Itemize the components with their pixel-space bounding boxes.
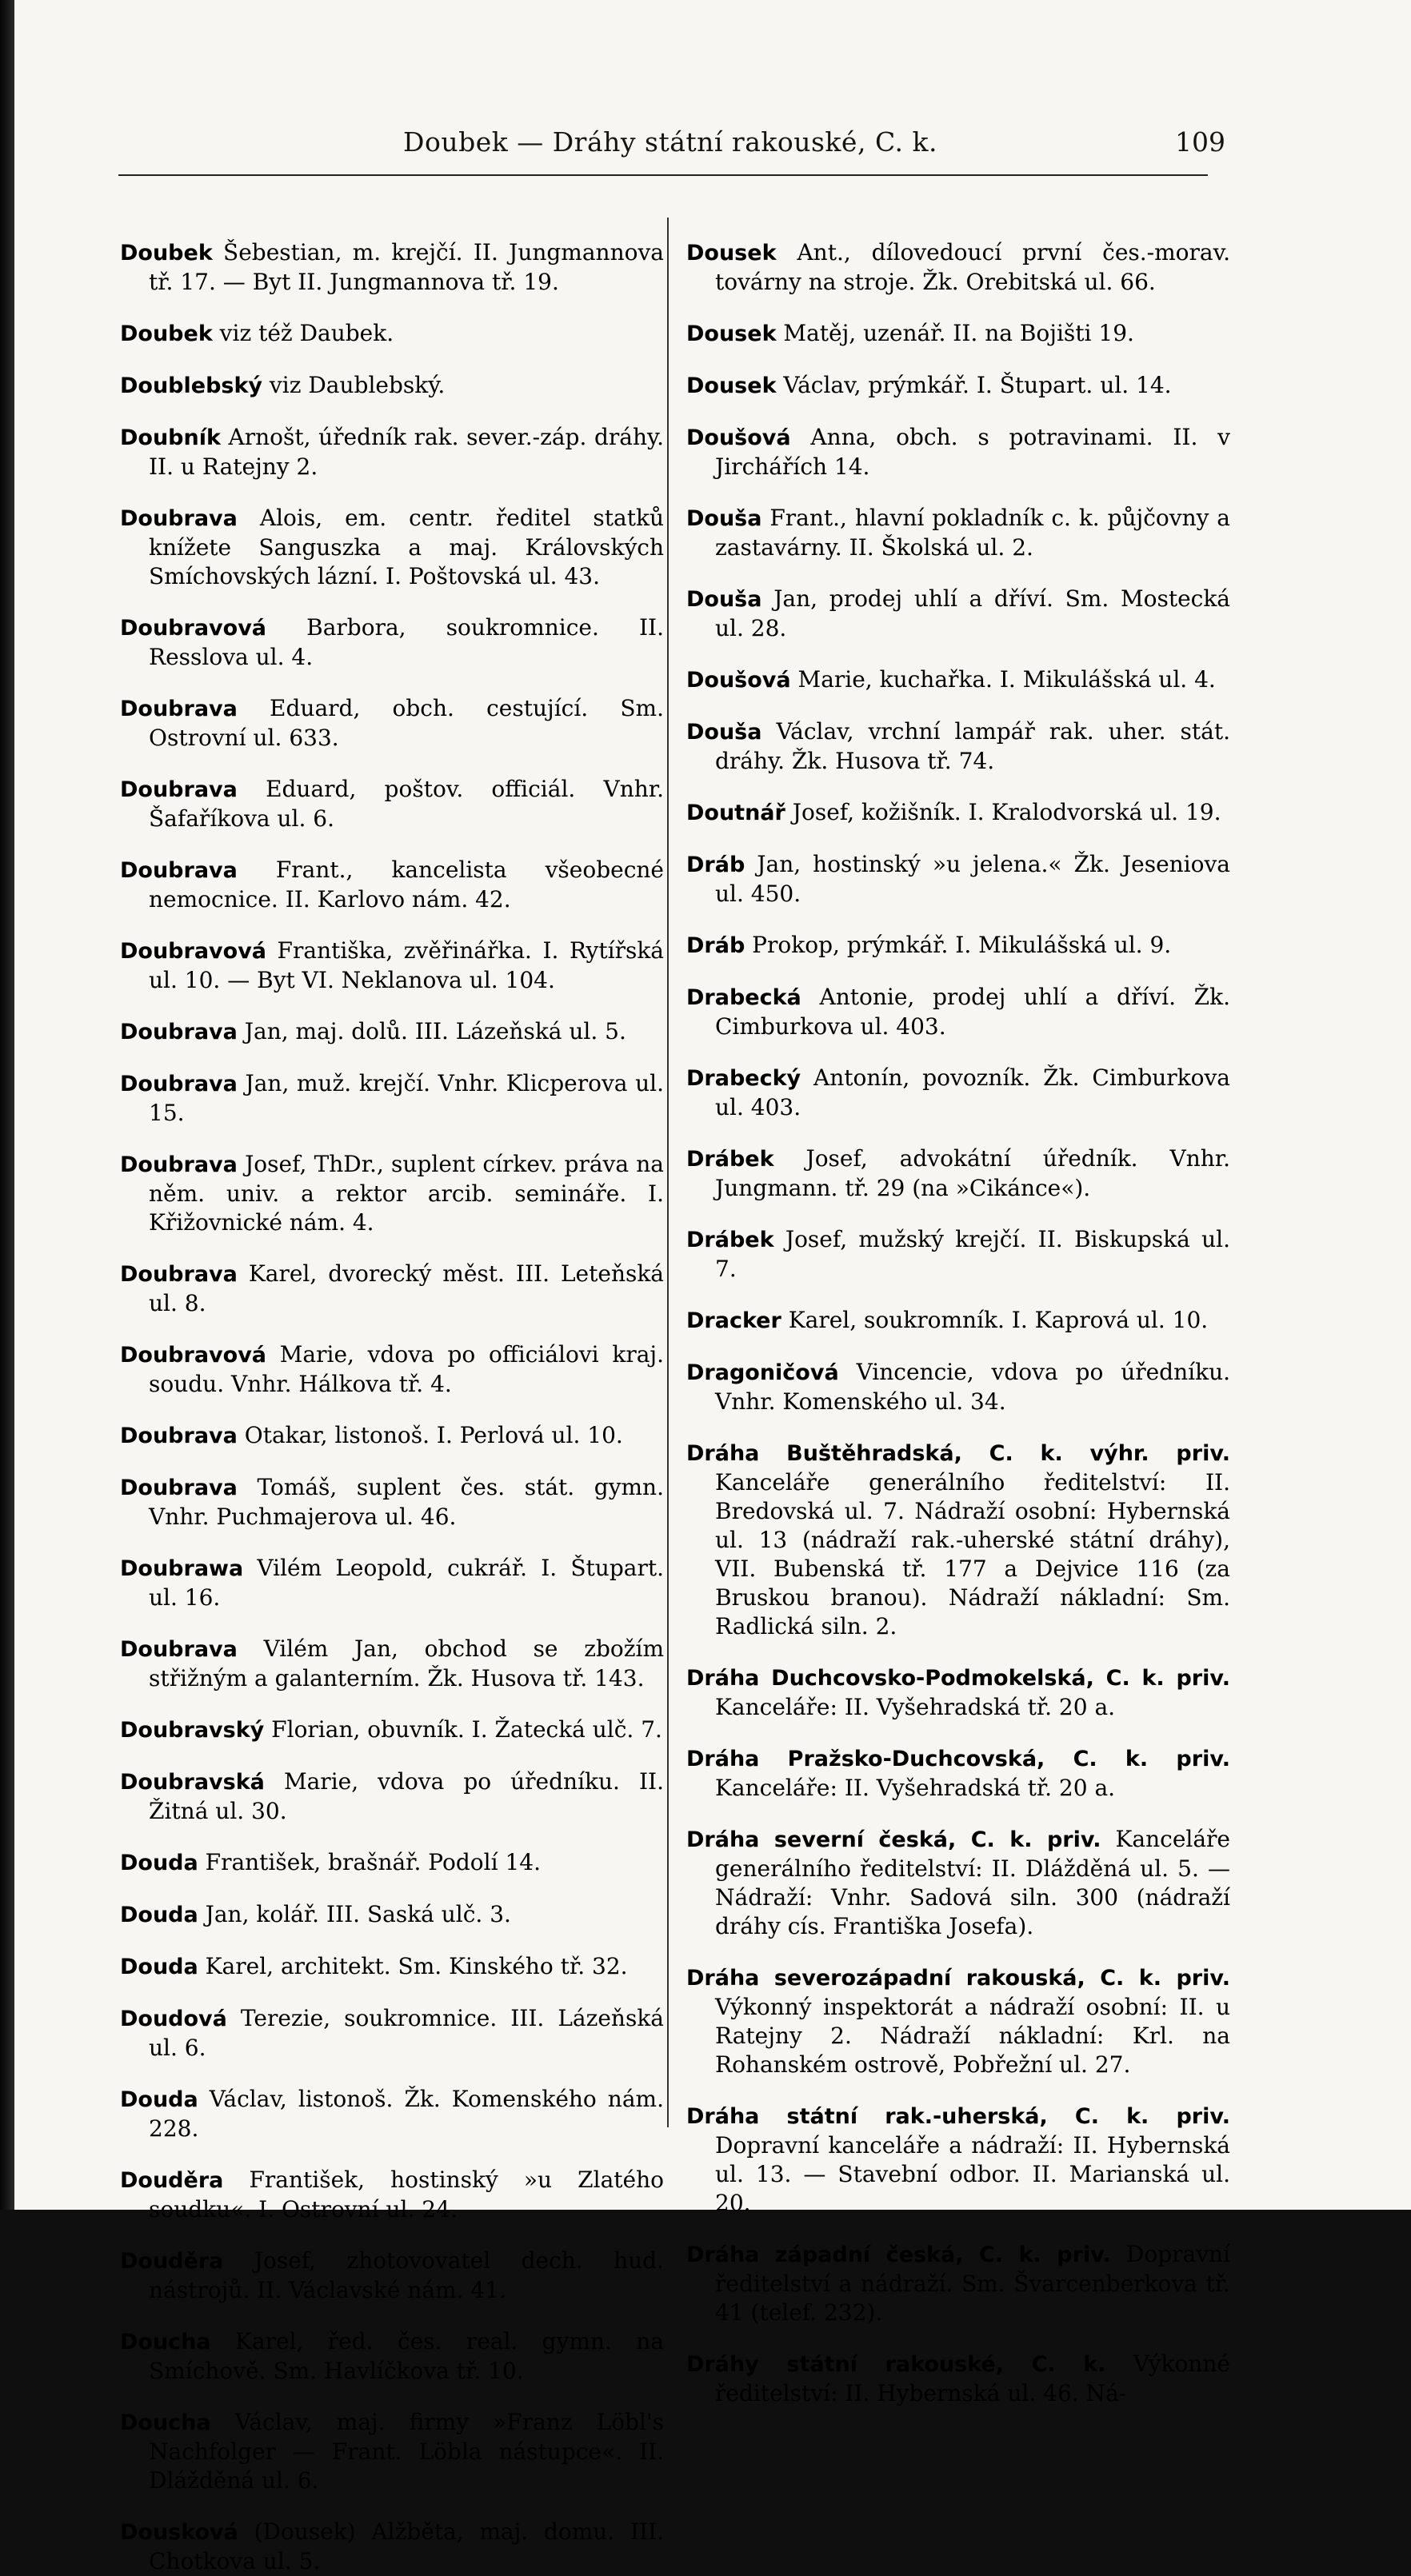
entry-name: Drábek — [686, 1147, 774, 1172]
directory-entry — [686, 2350, 1230, 2408]
entry-name: Doucha — [120, 2330, 211, 2354]
entry-name: Doubrava — [120, 1020, 238, 1044]
directory-entry — [120, 2327, 664, 2386]
directory-entry — [686, 1825, 1230, 1941]
entry-name: Dráhy státní rakouské, C. k. — [686, 2352, 1106, 2377]
entry-name: Doubník — [120, 425, 221, 450]
directory-entry — [120, 319, 664, 349]
directory-entry — [686, 1225, 1230, 1284]
column-divider — [667, 218, 669, 2127]
entry-text: Antonín, povozník. Žk. Cimburkova ul. 403. — [715, 1064, 1230, 1120]
entry-name: Dousek — [686, 322, 777, 346]
entry-text: Dopravní ředitelství a nádraží. Sm. Švarcenberkova tř. 41 (telef. 232). — [715, 2241, 1230, 2326]
directory-entry — [120, 694, 664, 753]
entry-text: Výkonný inspektorát a nádraží osobní: II. u Ratejny 2. Nádraží nákladní: Krl. na Rohanském ostrově, Pobřežní ul. 27. — [715, 1994, 1230, 2078]
entry-name: Doubrava — [120, 506, 238, 531]
directory-entry — [686, 1439, 1230, 1641]
entry-name: Drabecký — [686, 1066, 801, 1091]
entry-text: Antonie, prodej uhlí a dříví. Žk. Cimburkova ul. 403. — [715, 984, 1230, 1040]
entry-text: Eduard, obch. cestující. Sm. Ostrovní ul. 633. — [149, 695, 664, 751]
directory-entry — [686, 1358, 1230, 1416]
entry-text: Eduard, poštov. officiál. Vnhr. Šafaříkova ul. 6. — [149, 776, 664, 832]
directory-entry — [686, 717, 1230, 776]
directory-entry — [686, 1144, 1230, 1203]
directory-entry — [120, 2166, 664, 2224]
entry-name: Doubravová — [120, 939, 267, 964]
directory-entry — [120, 1421, 664, 1451]
entry-text: Vilém Leopold, cukrář. I. Štupart. ul. 16. — [149, 1555, 664, 1611]
directory-entry — [120, 1069, 664, 1128]
right-column — [686, 216, 1230, 2406]
directory-entry — [686, 2102, 1230, 2218]
entry-name: Douda — [120, 1955, 198, 1979]
entry-text: viz též Daubek. — [212, 320, 394, 346]
entry-text: Tomáš, suplent čes. stát. gymn. Vnhr. Puchmajerova ul. 46. — [149, 1474, 664, 1530]
entry-text: Alois, em. centr. ředitel statků knížete Sanguszka a maj. Královských Smíchovských lázní. I. Poštovská ul. 43. — [149, 505, 664, 589]
entry-name: Dráha Buštěhradská, C. k. výhr. priv. — [686, 1441, 1230, 1466]
directory-entry — [686, 371, 1230, 401]
directory-entry — [120, 937, 664, 995]
entry-text: Václav, prýmkář. I. Štupart. ul. 14. — [776, 372, 1172, 398]
directory-entry — [686, 585, 1230, 643]
entry-name: Douda — [120, 1851, 198, 1875]
entry-text: Barbora, soukromnice. II. Resslova ul. 4. — [149, 614, 664, 670]
entry-text: Vincencie, vdova po úředníku. Vnhr. Komenského ul. 34. — [715, 1359, 1230, 1415]
entry-name: Doublebský — [120, 373, 263, 398]
entry-text: Kanceláře: II. Vyšehradská tř. 20 a. — [715, 1694, 1116, 1720]
entry-text: Josef, ThDr., suplent církev. práva na něm. univ. a rektor arcib. semináře. I. Křižovnické nám. 4. — [149, 1151, 664, 1236]
entry-name: Douša — [686, 587, 762, 612]
entry-name: Doubravská — [120, 1770, 265, 1795]
entry-name: Dragoničová — [686, 1360, 839, 1385]
directory-entry — [686, 238, 1230, 297]
directory-entry — [120, 1340, 664, 1399]
entry-name: Doubek — [120, 322, 213, 346]
directory-entry — [120, 2004, 664, 2063]
directory-entry — [686, 665, 1230, 695]
directory-entry — [120, 2085, 664, 2143]
directory-entry — [120, 613, 664, 672]
entry-text: Šebestian, m. krejčí. II. Jungmannova tř. 17. — Byt II. Jungmannova tř. 19. — [149, 239, 664, 295]
entry-text: Jan, hostinský »u jelena.« Žk. Jeseniova ul. 450. — [715, 851, 1230, 907]
entry-name: Dráha státní rak.-uherská, C. k. priv. — [686, 2104, 1230, 2129]
entry-text: Dopravní kanceláře a nádraží: II. Hybernská ul. 13. — Stavební odbor. II. Marianská ul. 20. — [715, 2132, 1230, 2216]
entry-text: Jan, maj. dolů. III. Lázeňská ul. 5. — [237, 1018, 626, 1044]
entry-text: Karel, architekt. Sm. Kinského tř. 32. — [198, 1953, 628, 1979]
directory-entry — [686, 1663, 1230, 1722]
running-header — [134, 126, 1225, 174]
entry-name: Douša — [686, 506, 762, 531]
entry-name: Doubrava — [120, 777, 238, 802]
directory-entry — [120, 504, 664, 591]
entry-name: Doušová — [686, 668, 791, 693]
entry-name: Doubrava — [120, 1637, 238, 1662]
entry-text: (Dousek) Alžběta, maj. domu. III. Chotkova ul. 5. — [149, 2518, 664, 2574]
entry-text: Marie, vdova po officiálovi kraj. soudu. Vnhr. Hálkova tř. 4. — [149, 1341, 664, 1397]
entry-name: Doubek — [120, 241, 213, 266]
entry-name: Drábek — [686, 1228, 774, 1252]
entry-name: Doubravová — [120, 1343, 267, 1368]
entry-text: Václav, maj. firmy »Franz Löbl's Nachfolger — Frant. Löbla nástupce«. II. Dlážděná ul. 6. — [149, 2409, 664, 2494]
directory-entry — [686, 1744, 1230, 1803]
entry-text: Otakar, listonoš. I. Perlová ul. 10. — [237, 1422, 623, 1448]
header-title: Doubek — Dráhy státní rakouské, C. k. — [403, 126, 937, 158]
entry-name: Doubrava — [120, 1476, 238, 1500]
entry-text: Kanceláře: II. Vyšehradská tř. 20 a. — [715, 1775, 1116, 1801]
entry-name: Dousek — [686, 241, 777, 266]
book-spine-edge — [0, 0, 14, 2210]
entry-text: Jan, muž. krejčí. Vnhr. Klicperova ul. 15. — [149, 1070, 664, 1126]
entry-text: Josef, zhotovovatel dech. hud. nástrojů. II. Václavské nám. 41. — [149, 2247, 664, 2303]
entry-text: Kanceláře generálního ředitelství: II. Dlážděná ul. 5. — Nádraží: Vnhr. Sadová siln. 300 (nádraží dráhy cís. Františka Josefa). — [715, 1826, 1230, 1939]
directory-entry — [686, 319, 1230, 349]
entry-name: Doudová — [120, 2007, 227, 2031]
entry-text: Františka, zvěřinářka. I. Rytířská ul. 10. — Byt VI. Neklanova ul. 104. — [149, 937, 664, 993]
entry-name: Doucha — [120, 2410, 211, 2435]
entry-text: František, hostinský »u Zlatého soudku«. I. Ostrovní ul. 24. — [149, 2167, 664, 2223]
entry-name: Dráb — [686, 853, 745, 877]
directory-entry — [686, 850, 1230, 909]
entry-text: Josef, kožišník. I. Kralodvorská ul. 19. — [785, 799, 1221, 825]
entry-name: Dousek — [686, 373, 777, 398]
entry-text: Marie, kuchařka. I. Mikulášská ul. 4. — [790, 666, 1216, 693]
entry-name: Douděra — [120, 2168, 224, 2193]
entry-name: Drabecká — [686, 985, 801, 1010]
entry-text: Ant., dílovedoucí první čes.-morav. továrny na stroje. Žk. Orebitská ul. 66. — [715, 239, 1230, 295]
entry-text: Václav, vrchní lampář rak. uher. stát. dráhy. Žk. Husova tř. 74. — [715, 718, 1230, 774]
entry-text: Anna, obch. s potravinami. II. v Jirchářích 14. — [715, 424, 1230, 480]
directory-entry — [120, 1260, 664, 1318]
directory-entry — [120, 2518, 664, 2576]
entry-text: Karel, soukromník. I. Kaprová ul. 10. — [781, 1307, 1209, 1333]
entry-text: Marie, vdova po úředníku. II. Žitná ul. 30. — [149, 1768, 664, 1824]
directory-entry — [686, 1963, 1230, 2079]
directory-entry — [686, 504, 1230, 562]
entry-name: Dousková — [120, 2520, 238, 2545]
entry-text: Terezie, soukromnice. III. Lázeňská ul. 6. — [149, 2005, 664, 2061]
directory-entry — [686, 1064, 1230, 1122]
directory-entry — [120, 1017, 664, 1047]
directory-entry — [686, 2240, 1230, 2327]
entry-text: Karel, řed. čes. real. gymn. na Smíchově. Sm. Havlíčkova tř. 10. — [149, 2328, 664, 2384]
entry-text: Josef, advokátní úředník. Vnhr. Jungmann. tř. 29 (na »Cikánce«). — [715, 1145, 1230, 1201]
directory-entry — [686, 1306, 1230, 1336]
entry-name: Doubrava — [120, 1152, 238, 1177]
entry-name: Doušová — [686, 425, 791, 450]
directory-entry — [120, 1473, 664, 1532]
entry-name: Doubrava — [120, 1424, 238, 1448]
entry-name: Doubrawa — [120, 1556, 244, 1581]
entry-name: Doubrava — [120, 1262, 238, 1287]
entry-text: František, brašnář. Podolí 14. — [198, 1849, 541, 1875]
entry-text: Matěj, uzenář. II. na Bojišti 19. — [776, 320, 1134, 346]
entry-name: Douda — [120, 1903, 198, 1927]
directory-entry — [120, 238, 664, 297]
entry-name: Doutnář — [686, 801, 785, 825]
entry-name: Dráha severozápadní rakouská, C. k. priv. — [686, 1966, 1230, 1991]
entry-name: Doubravová — [120, 616, 267, 641]
entry-text: Kanceláře generálního ředitelství: II. Bredovská ul. 7. Nádraží osobní: Hybernská ul. 13 (nádraží rak.-uherské státní dráhy), VII. Bubenská tř. 177 a Dejvice 116 (za Bruskou branou). Nádraží nákladní: Sm. Radlická siln. 2. — [715, 1469, 1230, 1639]
directory-entry — [120, 775, 664, 833]
header-rule — [118, 174, 1208, 176]
entry-name: Doubrava — [120, 858, 238, 883]
entry-name: Douděra — [120, 2249, 224, 2274]
entry-text: viz Daublebský. — [262, 372, 446, 398]
directory-entry — [120, 856, 664, 914]
entry-name: Douša — [686, 720, 762, 745]
entry-text: Frant., hlavní pokladník c. k. půjčovny a zastavárny. II. Školská ul. 2. — [715, 505, 1230, 561]
directory-entry — [120, 2408, 664, 2495]
directory-entry — [120, 1554, 664, 1612]
entry-name: Doubravský — [120, 1718, 265, 1743]
entry-text: Jan, prodej uhlí a dříví. Sm. Mostecká ul. 28. — [715, 585, 1230, 641]
entry-name: Douda — [120, 2087, 198, 2112]
directory-entry — [120, 1767, 664, 1826]
entry-name: Doubrava — [120, 697, 238, 721]
entry-name: Dráha severní česká, C. k. priv. — [686, 1827, 1101, 1852]
entry-text: Josef, mužský krejčí. II. Biskupská ul. 7. — [715, 1226, 1230, 1282]
entry-name: Dráha Pražsko-Duchcovská, C. k. priv. — [686, 1747, 1230, 1771]
entry-text: Prokop, prýmkář. I. Mikulášská ul. 9. — [745, 932, 1172, 958]
entry-text: Frant., kancelista všeobecné nemocnice. II. Karlovo nám. 42. — [149, 857, 664, 913]
entry-name: Dráha západní česká, C. k. priv. — [686, 2243, 1111, 2267]
entry-text: Jan, kolář. III. Saská ulč. 3. — [198, 1901, 511, 1927]
directory-entry — [686, 983, 1230, 1041]
entry-name: Doubrava — [120, 1072, 238, 1096]
directory-entry — [120, 1150, 664, 1237]
directory-entry — [686, 423, 1230, 481]
page-number: 109 — [1175, 126, 1225, 158]
entry-text: Vilém Jan, obchod se zbožím střižným a galanterním. Žk. Husova tř. 143. — [149, 1635, 664, 1691]
directory-entry — [120, 1715, 664, 1745]
entry-name: Dráb — [686, 933, 745, 958]
directory-entry — [686, 931, 1230, 961]
directory-entry — [120, 371, 664, 401]
entry-name: Dracker — [686, 1308, 781, 1333]
directory-entry — [120, 1635, 664, 1693]
entry-text: Arnošt, úředník rak. sever.-záp. dráhy. II. u Ratejny 2. — [149, 424, 664, 480]
directory-entry — [120, 2247, 664, 2305]
directory-entry — [120, 1952, 664, 1982]
directory-entry — [120, 1900, 664, 1930]
entry-text: Výkonné ředitelství: II. Hybernská ul. 46. Ná- — [715, 2350, 1230, 2406]
entry-text: Florian, obuvník. I. Žatecká ulč. 7. — [264, 1716, 662, 1743]
entry-text: Václav, listonoš. Žk. Komenského nám. 228. — [149, 2086, 664, 2142]
entry-name: Dráha Duchcovsko-Podmokelská, C. k. priv. — [686, 1666, 1230, 1691]
directory-entry — [686, 798, 1230, 828]
directory-entry — [120, 423, 664, 481]
left-column — [120, 216, 664, 2574]
directory-entry — [120, 1848, 664, 1878]
entry-text: Karel, dvorecký měst. III. Leteňská ul. 8. — [149, 1260, 664, 1316]
